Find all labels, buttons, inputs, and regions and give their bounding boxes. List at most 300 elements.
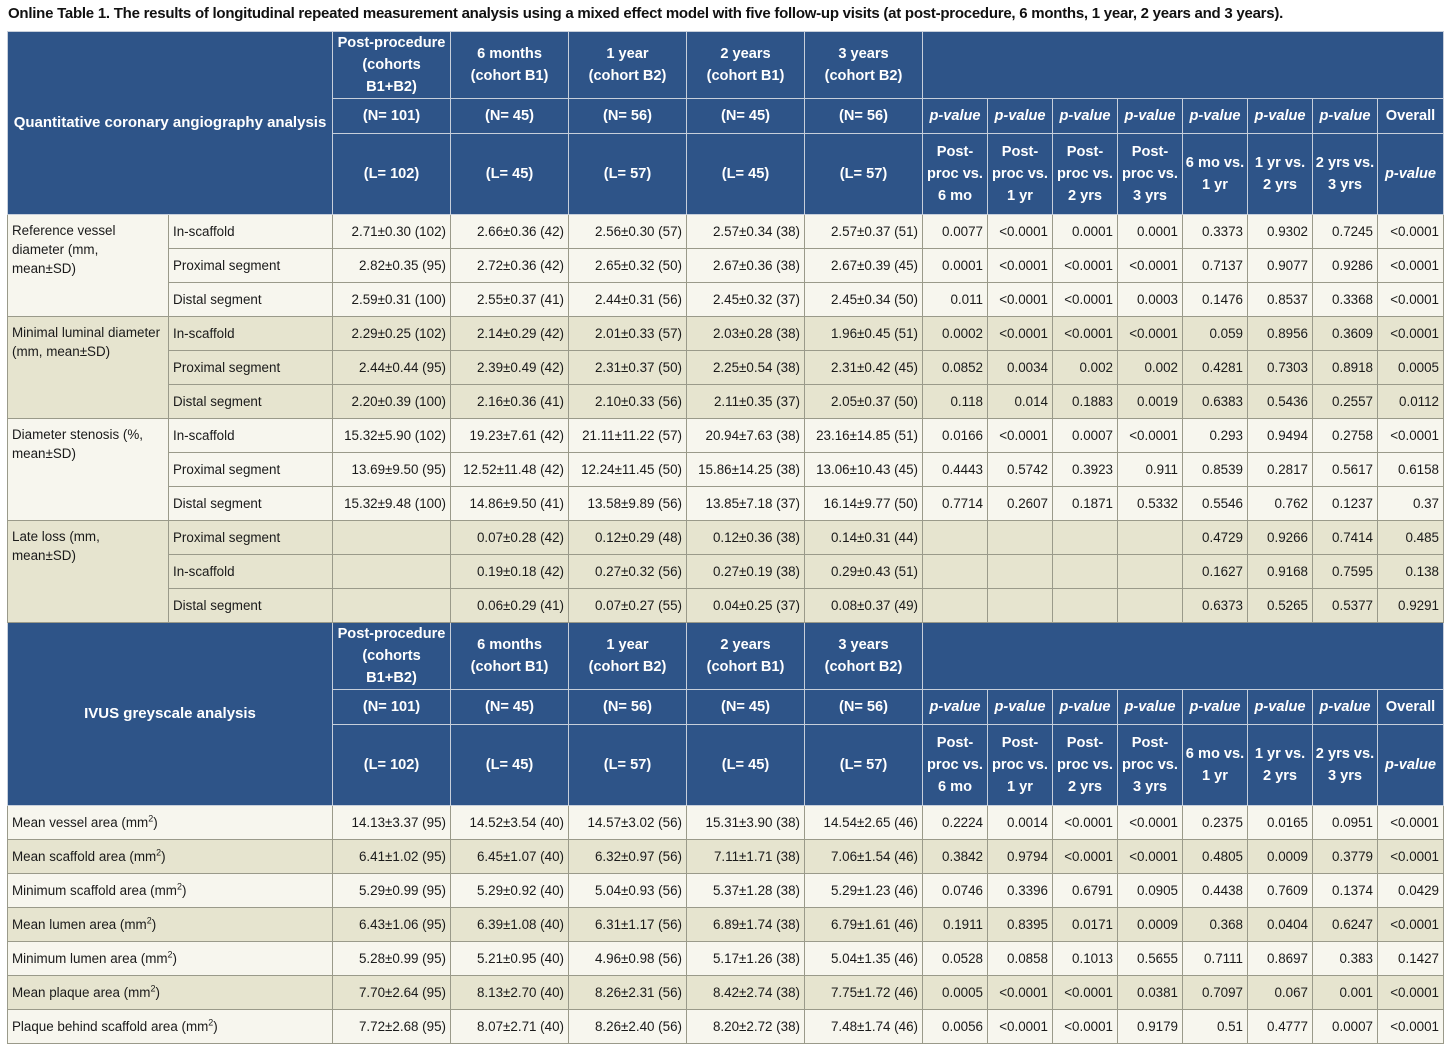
timepoint-name: 1 year bbox=[606, 637, 649, 653]
p-value-cell: <0.0001 bbox=[1118, 317, 1183, 351]
comparison-label: Post-proc vs. 1 yr bbox=[988, 725, 1053, 806]
timepoint-cohort: (cohort B1) bbox=[706, 68, 785, 84]
p-value-cell: 0.7137 bbox=[1183, 249, 1248, 283]
value-cell: 15.32±9.48 (100) bbox=[333, 487, 451, 521]
overall-p-label: p-value bbox=[1378, 134, 1444, 215]
value-cell: 1.96±0.45 (51) bbox=[805, 317, 923, 351]
value-cell: 0.14±0.31 (44) bbox=[805, 521, 923, 555]
p-value-cell: 0.9291 bbox=[1378, 589, 1444, 623]
ivus-measure-label: Mean scaffold area $(mm^2)$ bbox=[8, 840, 333, 874]
value-cell: 14.52±3.54 (40) bbox=[451, 806, 569, 840]
l-count: (L= 45) bbox=[451, 134, 569, 215]
value-cell: 2.44±0.31 (56) bbox=[569, 283, 687, 317]
overall-p-label: p-value bbox=[1378, 725, 1444, 806]
value-cell: 0.27±0.32 (56) bbox=[569, 555, 687, 589]
value-cell: 20.94±7.63 (38) bbox=[687, 419, 805, 453]
p-value-cell: 0.0951 bbox=[1313, 806, 1378, 840]
table-row bbox=[8, 215, 1444, 249]
value-cell: 2.67±0.39 (45) bbox=[805, 249, 923, 283]
value-cell: 2.66±0.36 (42) bbox=[451, 215, 569, 249]
value-cell: 2.72±0.36 (42) bbox=[451, 249, 569, 283]
value-cell: 19.23±7.61 (42) bbox=[451, 419, 569, 453]
p-value-cell: <0.0001 bbox=[1053, 976, 1118, 1010]
timepoint-name: 3 years bbox=[838, 637, 889, 653]
value-cell: 6.45±1.07 (40) bbox=[451, 840, 569, 874]
n-count: (N= 45) bbox=[687, 690, 805, 725]
p-value-cell: 0.1911 bbox=[923, 908, 988, 942]
p-value-cell: <0.0001 bbox=[1378, 215, 1444, 249]
timepoint-cohort: (cohorts B1+B2) bbox=[362, 57, 421, 95]
empty-header-cell bbox=[923, 623, 1444, 690]
p-value-cell: 0.0009 bbox=[1248, 840, 1313, 874]
p-value-cell: 0.1427 bbox=[1378, 942, 1444, 976]
value-cell: 2.65±0.32 (50) bbox=[569, 249, 687, 283]
segment-label: Distal segment bbox=[169, 487, 333, 521]
p-value-cell bbox=[923, 521, 988, 555]
segment-label: Proximal segment bbox=[169, 351, 333, 385]
p-value-cell: 0.7609 bbox=[1248, 874, 1313, 908]
p-value-label: p-value bbox=[1183, 690, 1248, 725]
value-cell: 5.21±0.95 (40) bbox=[451, 942, 569, 976]
table-row bbox=[8, 351, 1444, 385]
value-cell: 2.56±0.30 (57) bbox=[569, 215, 687, 249]
p-value-cell: 0.0166 bbox=[923, 419, 988, 453]
timepoint-name: 3 years bbox=[838, 46, 889, 62]
p-value-label: p-value bbox=[1053, 690, 1118, 725]
value-cell: 15.31±3.90 (38) bbox=[687, 806, 805, 840]
p-value-cell: 0.8539 bbox=[1183, 453, 1248, 487]
p-value-cell: 0.4443 bbox=[923, 453, 988, 487]
p-value-cell bbox=[1053, 555, 1118, 589]
value-cell: 2.39±0.49 (42) bbox=[451, 351, 569, 385]
p-value-cell: 0.0429 bbox=[1378, 874, 1444, 908]
p-value-cell: <0.0001 bbox=[1053, 249, 1118, 283]
value-cell: 0.27±0.19 (38) bbox=[687, 555, 805, 589]
ivus-measure-label: Mean lumen area $(mm^2)$ bbox=[8, 908, 333, 942]
timepoint-cohort: (cohort B1) bbox=[706, 659, 785, 675]
timepoint-header bbox=[569, 623, 687, 690]
p-value-cell: <0.0001 bbox=[1053, 283, 1118, 317]
comparison-label: Post-proc vs. 3 yrs bbox=[1118, 134, 1183, 215]
value-cell: 0.06±0.29 (41) bbox=[451, 589, 569, 623]
comparison-label: 2 yrs vs. 3 yrs bbox=[1313, 134, 1378, 215]
p-value-cell: 0.9077 bbox=[1248, 249, 1313, 283]
p-value-cell bbox=[1053, 521, 1118, 555]
n-count: (N= 56) bbox=[805, 690, 923, 725]
p-value-cell: 0.3923 bbox=[1053, 453, 1118, 487]
value-cell: 13.58±9.89 (56) bbox=[569, 487, 687, 521]
value-cell: 16.14±9.77 (50) bbox=[805, 487, 923, 521]
l-count: (L= 45) bbox=[687, 725, 805, 806]
value-cell: 15.32±5.90 (102) bbox=[333, 419, 451, 453]
p-value-label: p-value bbox=[1118, 690, 1183, 725]
value-cell: 2.82±0.35 (95) bbox=[333, 249, 451, 283]
ivus-measure-label: Mean vessel area $(mm^2)$ bbox=[8, 806, 333, 840]
measure-group-label: Late loss (mm, mean±SD) bbox=[8, 521, 169, 623]
p-value-cell bbox=[923, 555, 988, 589]
qca-section-title: Quantitative coronary angiography analysis bbox=[8, 32, 333, 215]
measure-group-label: Minimal luminal diameter (mm, mean±SD) bbox=[8, 317, 169, 419]
value-cell: 13.85±7.18 (37) bbox=[687, 487, 805, 521]
p-value-cell: 0.7595 bbox=[1313, 555, 1378, 589]
p-value-cell: 0.3373 bbox=[1183, 215, 1248, 249]
comparison-label: Post-proc vs. 1 yr bbox=[988, 134, 1053, 215]
segment-label: Proximal segment bbox=[169, 249, 333, 283]
ivus-measure-label: Minimum lumen area $(mm^2)$ bbox=[8, 942, 333, 976]
comparison-label: Post-proc vs. 6 mo bbox=[923, 134, 988, 215]
comparison-label: 1 yr vs. 2 yrs bbox=[1248, 134, 1313, 215]
p-value-cell: <0.0001 bbox=[1378, 1010, 1444, 1044]
p-value-cell: 0.1013 bbox=[1053, 942, 1118, 976]
l-count: (L= 45) bbox=[451, 725, 569, 806]
n-count: (N= 56) bbox=[569, 99, 687, 134]
timepoint-header bbox=[687, 623, 805, 690]
timepoint-name: Post-procedure bbox=[337, 35, 446, 51]
segment-label: Distal segment bbox=[169, 385, 333, 419]
comparison-label: Post-proc vs. 2 yrs bbox=[1053, 725, 1118, 806]
value-cell: 6.31±1.17 (56) bbox=[569, 908, 687, 942]
segment-label: In-scaffold bbox=[169, 419, 333, 453]
p-value-cell: 0.1883 bbox=[1053, 385, 1118, 419]
segment-label: Distal segment bbox=[169, 589, 333, 623]
value-cell: 0.04±0.25 (37) bbox=[687, 589, 805, 623]
value-cell: 21.11±11.22 (57) bbox=[569, 419, 687, 453]
p-value-cell: <0.0001 bbox=[988, 215, 1053, 249]
p-value-cell: 0.0009 bbox=[1118, 908, 1183, 942]
p-value-cell: 0.3368 bbox=[1313, 283, 1378, 317]
timepoint-cohort: (cohorts B1+B2) bbox=[362, 648, 421, 686]
value-cell: 7.70±2.64 (95) bbox=[333, 976, 451, 1010]
table-row bbox=[8, 908, 1444, 942]
p-value-cell: 0.762 bbox=[1248, 487, 1313, 521]
p-value-cell: 0.911 bbox=[1118, 453, 1183, 487]
value-cell: 2.59±0.31 (100) bbox=[333, 283, 451, 317]
p-value-cell: 0.3396 bbox=[988, 874, 1053, 908]
value-cell: 8.13±2.70 (40) bbox=[451, 976, 569, 1010]
timepoint-cohort: (cohort B2) bbox=[824, 68, 903, 84]
value-cell: 7.75±1.72 (46) bbox=[805, 976, 923, 1010]
p-value-cell: 0.0007 bbox=[1053, 419, 1118, 453]
value-cell: 5.17±1.26 (38) bbox=[687, 942, 805, 976]
p-value-cell: 0.0005 bbox=[923, 976, 988, 1010]
value-cell: 2.57±0.37 (51) bbox=[805, 215, 923, 249]
value-cell: 2.44±0.44 (95) bbox=[333, 351, 451, 385]
p-value-cell: 0.0077 bbox=[923, 215, 988, 249]
p-value-label: p-value bbox=[1118, 99, 1183, 134]
n-count: (N= 45) bbox=[687, 99, 805, 134]
p-value-cell: 0.7714 bbox=[923, 487, 988, 521]
p-value-cell: 0.014 bbox=[988, 385, 1053, 419]
value-cell: 14.86±9.50 (41) bbox=[451, 487, 569, 521]
n-count: (N= 101) bbox=[333, 99, 451, 134]
value-cell: 14.13±3.37 (95) bbox=[333, 806, 451, 840]
p-value-cell bbox=[988, 555, 1053, 589]
p-value-cell: 0.5332 bbox=[1118, 487, 1183, 521]
p-value-cell: 0.118 bbox=[923, 385, 988, 419]
timepoint-cohort: (cohort B2) bbox=[824, 659, 903, 675]
p-value-cell: 0.002 bbox=[1053, 351, 1118, 385]
value-cell: 5.37±1.28 (38) bbox=[687, 874, 805, 908]
p-value-cell: <0.0001 bbox=[1378, 976, 1444, 1010]
p-value-cell: 0.0014 bbox=[988, 806, 1053, 840]
overall-label: Overall bbox=[1378, 690, 1444, 725]
value-cell: 2.25±0.54 (38) bbox=[687, 351, 805, 385]
value-cell: 0.07±0.27 (55) bbox=[569, 589, 687, 623]
p-value-cell: <0.0001 bbox=[1053, 317, 1118, 351]
segment-label: Proximal segment bbox=[169, 521, 333, 555]
p-value-cell: 0.0528 bbox=[923, 942, 988, 976]
timepoint-header bbox=[805, 623, 923, 690]
p-value-cell: 0.0112 bbox=[1378, 385, 1444, 419]
n-count: (N= 56) bbox=[569, 690, 687, 725]
measure-group-label: Diameter stenosis (%, mean±SD) bbox=[8, 419, 169, 521]
p-value-cell: 0.0001 bbox=[1118, 215, 1183, 249]
ivus-measure-label: Minimum scaffold area $(mm^2)$ bbox=[8, 874, 333, 908]
p-value-cell: 0.37 bbox=[1378, 487, 1444, 521]
value-cell: 14.54±2.65 (46) bbox=[805, 806, 923, 840]
p-value-cell: 0.2607 bbox=[988, 487, 1053, 521]
timepoint-header bbox=[451, 32, 569, 99]
p-value-cell: 0.4438 bbox=[1183, 874, 1248, 908]
value-cell: 8.26±2.40 (56) bbox=[569, 1010, 687, 1044]
p-value-cell: 0.7303 bbox=[1248, 351, 1313, 385]
p-value-cell: 0.0034 bbox=[988, 351, 1053, 385]
empty-header-cell bbox=[923, 32, 1444, 99]
p-value-label: p-value bbox=[1313, 99, 1378, 134]
p-value-cell: 0.5265 bbox=[1248, 589, 1313, 623]
value-cell: 2.29±0.25 (102) bbox=[333, 317, 451, 351]
p-value-cell: <0.0001 bbox=[1378, 249, 1444, 283]
value-cell: 2.55±0.37 (41) bbox=[451, 283, 569, 317]
table-row bbox=[8, 283, 1444, 317]
value-cell: 2.05±0.37 (50) bbox=[805, 385, 923, 419]
value-cell: 8.42±2.74 (38) bbox=[687, 976, 805, 1010]
n-count: (N= 45) bbox=[451, 690, 569, 725]
p-value-label: p-value bbox=[1053, 99, 1118, 134]
p-value-cell: 0.6247 bbox=[1313, 908, 1378, 942]
ivus-measure-label: Plaque behind scaffold area $(mm^2)$ bbox=[8, 1010, 333, 1044]
overall-label: Overall bbox=[1378, 99, 1444, 134]
timepoint-name: 2 years bbox=[720, 46, 771, 62]
p-value-cell: 0.0003 bbox=[1118, 283, 1183, 317]
p-value-label: p-value bbox=[1183, 99, 1248, 134]
p-value-cell: <0.0001 bbox=[1053, 1010, 1118, 1044]
value-cell: 12.24±11.45 (50) bbox=[569, 453, 687, 487]
p-value-cell: 0.6158 bbox=[1378, 453, 1444, 487]
value-cell: 0.19±0.18 (42) bbox=[451, 555, 569, 589]
p-value-cell: 0.9179 bbox=[1118, 1010, 1183, 1044]
p-value-cell: 0.3609 bbox=[1313, 317, 1378, 351]
p-value-cell: 0.9168 bbox=[1248, 555, 1313, 589]
p-value-cell: 0.6373 bbox=[1183, 589, 1248, 623]
l-count: (L= 102) bbox=[333, 725, 451, 806]
p-value-cell: <0.0001 bbox=[1378, 317, 1444, 351]
p-value-cell: 0.5377 bbox=[1313, 589, 1378, 623]
p-value-cell: 0.5742 bbox=[988, 453, 1053, 487]
table-row bbox=[8, 942, 1444, 976]
value-cell: 7.48±1.74 (46) bbox=[805, 1010, 923, 1044]
p-value-label: p-value bbox=[988, 690, 1053, 725]
p-value-cell: 0.011 bbox=[923, 283, 988, 317]
value-cell: 0.29±0.43 (51) bbox=[805, 555, 923, 589]
comparison-label: 2 yrs vs. 3 yrs bbox=[1313, 725, 1378, 806]
p-value-cell: 0.0852 bbox=[923, 351, 988, 385]
p-value-cell: 0.2758 bbox=[1313, 419, 1378, 453]
p-value-cell: 0.2557 bbox=[1313, 385, 1378, 419]
p-value-cell: 0.0746 bbox=[923, 874, 988, 908]
p-value-cell: <0.0001 bbox=[1378, 840, 1444, 874]
p-value-cell: <0.0001 bbox=[1053, 840, 1118, 874]
value-cell: 5.29±0.99 (95) bbox=[333, 874, 451, 908]
p-value-cell: 0.0019 bbox=[1118, 385, 1183, 419]
p-value-cell bbox=[923, 589, 988, 623]
value-cell: 5.29±0.92 (40) bbox=[451, 874, 569, 908]
p-value-label: p-value bbox=[988, 99, 1053, 134]
table-row bbox=[8, 806, 1444, 840]
p-value-cell: 0.1627 bbox=[1183, 555, 1248, 589]
timepoint-cohort: (cohort B2) bbox=[588, 68, 667, 84]
p-value-label: p-value bbox=[1313, 690, 1378, 725]
table-row bbox=[8, 555, 1444, 589]
table-row bbox=[8, 385, 1444, 419]
p-value-cell: 0.8395 bbox=[988, 908, 1053, 942]
p-value-cell: 0.8918 bbox=[1313, 351, 1378, 385]
p-value-cell: <0.0001 bbox=[1118, 249, 1183, 283]
segment-label: In-scaffold bbox=[169, 555, 333, 589]
p-value-cell: 0.001 bbox=[1313, 976, 1378, 1010]
value-cell: 6.89±1.74 (38) bbox=[687, 908, 805, 942]
n-count: (N= 101) bbox=[333, 690, 451, 725]
table-row bbox=[8, 249, 1444, 283]
p-value-cell: 0.8697 bbox=[1248, 942, 1313, 976]
n-count: (N= 45) bbox=[451, 99, 569, 134]
p-value-cell: 0.2224 bbox=[923, 806, 988, 840]
p-value-cell: <0.0001 bbox=[1378, 283, 1444, 317]
l-count: (L= 45) bbox=[687, 134, 805, 215]
p-value-cell: 0.0905 bbox=[1118, 874, 1183, 908]
p-value-cell: 0.6383 bbox=[1183, 385, 1248, 419]
p-value-cell: 0.4777 bbox=[1248, 1010, 1313, 1044]
p-value-cell: 0.485 bbox=[1378, 521, 1444, 555]
p-value-cell: 0.0002 bbox=[923, 317, 988, 351]
table-row bbox=[8, 453, 1444, 487]
timepoint-header bbox=[805, 32, 923, 99]
value-cell: 6.39±1.08 (40) bbox=[451, 908, 569, 942]
p-value-cell: 0.9266 bbox=[1248, 521, 1313, 555]
table-row bbox=[8, 589, 1444, 623]
p-value-cell: 0.7097 bbox=[1183, 976, 1248, 1010]
p-value-cell: 0.138 bbox=[1378, 555, 1444, 589]
p-value-label: p-value bbox=[1248, 690, 1313, 725]
timepoint-name: 6 months bbox=[477, 46, 542, 62]
p-value-cell: 0.8956 bbox=[1248, 317, 1313, 351]
p-value-cell bbox=[1118, 555, 1183, 589]
value-cell: 2.45±0.34 (50) bbox=[805, 283, 923, 317]
p-value-cell: 0.2375 bbox=[1183, 806, 1248, 840]
value-cell: 8.26±2.31 (56) bbox=[569, 976, 687, 1010]
comparison-label: Post-proc vs. 2 yrs bbox=[1053, 134, 1118, 215]
p-value-cell: <0.0001 bbox=[1118, 806, 1183, 840]
comparison-label: Post-proc vs. 3 yrs bbox=[1118, 725, 1183, 806]
p-value-cell: <0.0001 bbox=[1378, 806, 1444, 840]
comparison-label: 6 mo vs. 1 yr bbox=[1183, 134, 1248, 215]
comparison-label: 6 mo vs. 1 yr bbox=[1183, 725, 1248, 806]
value-cell bbox=[333, 555, 451, 589]
timepoint-name: Post-procedure bbox=[337, 626, 446, 642]
p-value-cell: <0.0001 bbox=[988, 317, 1053, 351]
p-value-cell: 0.002 bbox=[1118, 351, 1183, 385]
value-cell: 2.16±0.36 (41) bbox=[451, 385, 569, 419]
results-table bbox=[7, 31, 1444, 1044]
p-value-cell bbox=[1118, 589, 1183, 623]
p-value-cell: 0.4729 bbox=[1183, 521, 1248, 555]
value-cell: 8.07±2.71 (40) bbox=[451, 1010, 569, 1044]
p-value-cell: <0.0001 bbox=[988, 1010, 1053, 1044]
table-caption: Online Table 1. The results of longitudinal repeated measurement analysis using a mixed effect model with five follow-up visits (at post-procedure, 6 months, 1 year, 2 years and 3 years). bbox=[8, 5, 1284, 22]
p-value-cell: 0.7245 bbox=[1313, 215, 1378, 249]
p-value-cell: 0.4281 bbox=[1183, 351, 1248, 385]
value-cell: 2.71±0.30 (102) bbox=[333, 215, 451, 249]
value-cell: 6.41±1.02 (95) bbox=[333, 840, 451, 874]
p-value-cell: 0.2817 bbox=[1248, 453, 1313, 487]
value-cell: 14.57±3.02 (56) bbox=[569, 806, 687, 840]
p-value-cell: 0.1237 bbox=[1313, 487, 1378, 521]
p-value-cell: 0.7111 bbox=[1183, 942, 1248, 976]
timepoint-header bbox=[569, 32, 687, 99]
p-value-label: p-value bbox=[1248, 99, 1313, 134]
value-cell: 7.11±1.71 (38) bbox=[687, 840, 805, 874]
value-cell: 0.12±0.29 (48) bbox=[569, 521, 687, 555]
p-value-cell: 0.293 bbox=[1183, 419, 1248, 453]
p-value-cell: <0.0001 bbox=[1053, 806, 1118, 840]
value-cell: 5.04±0.93 (56) bbox=[569, 874, 687, 908]
p-value-cell: 0.8537 bbox=[1248, 283, 1313, 317]
value-cell: 0.12±0.36 (38) bbox=[687, 521, 805, 555]
p-value-cell: <0.0001 bbox=[1378, 908, 1444, 942]
p-value-cell: 0.3779 bbox=[1313, 840, 1378, 874]
value-cell: 13.06±10.43 (45) bbox=[805, 453, 923, 487]
value-cell: 2.45±0.32 (37) bbox=[687, 283, 805, 317]
p-value-cell: 0.7414 bbox=[1313, 521, 1378, 555]
table-row bbox=[8, 976, 1444, 1010]
p-value-cell: <0.0001 bbox=[1118, 840, 1183, 874]
ivus-measure-label: Mean plaque area $(mm^2)$ bbox=[8, 976, 333, 1010]
qca-header-row-timepoints bbox=[8, 32, 1444, 99]
l-count: (L= 57) bbox=[569, 134, 687, 215]
table-row bbox=[8, 521, 1444, 555]
value-cell: 0.07±0.28 (42) bbox=[451, 521, 569, 555]
p-value-cell: 0.0005 bbox=[1378, 351, 1444, 385]
p-value-cell: <0.0001 bbox=[988, 419, 1053, 453]
p-value-cell: 0.51 bbox=[1183, 1010, 1248, 1044]
value-cell: 7.72±2.68 (95) bbox=[333, 1010, 451, 1044]
p-value-cell: 0.0858 bbox=[988, 942, 1053, 976]
p-value-cell bbox=[988, 589, 1053, 623]
value-cell: 2.03±0.28 (38) bbox=[687, 317, 805, 351]
measure-group-label: Reference vessel diameter (mm, mean±SD) bbox=[8, 215, 169, 317]
p-value-cell: 0.0381 bbox=[1118, 976, 1183, 1010]
p-value-cell: 0.4805 bbox=[1183, 840, 1248, 874]
p-value-label: p-value bbox=[923, 99, 988, 134]
p-value-cell bbox=[1053, 589, 1118, 623]
segment-label: Distal segment bbox=[169, 283, 333, 317]
p-value-cell: 0.9494 bbox=[1248, 419, 1313, 453]
p-value-cell: 0.059 bbox=[1183, 317, 1248, 351]
value-cell bbox=[333, 589, 451, 623]
value-cell: 6.32±0.97 (56) bbox=[569, 840, 687, 874]
table-row bbox=[8, 840, 1444, 874]
p-value-cell: <0.0001 bbox=[988, 976, 1053, 1010]
